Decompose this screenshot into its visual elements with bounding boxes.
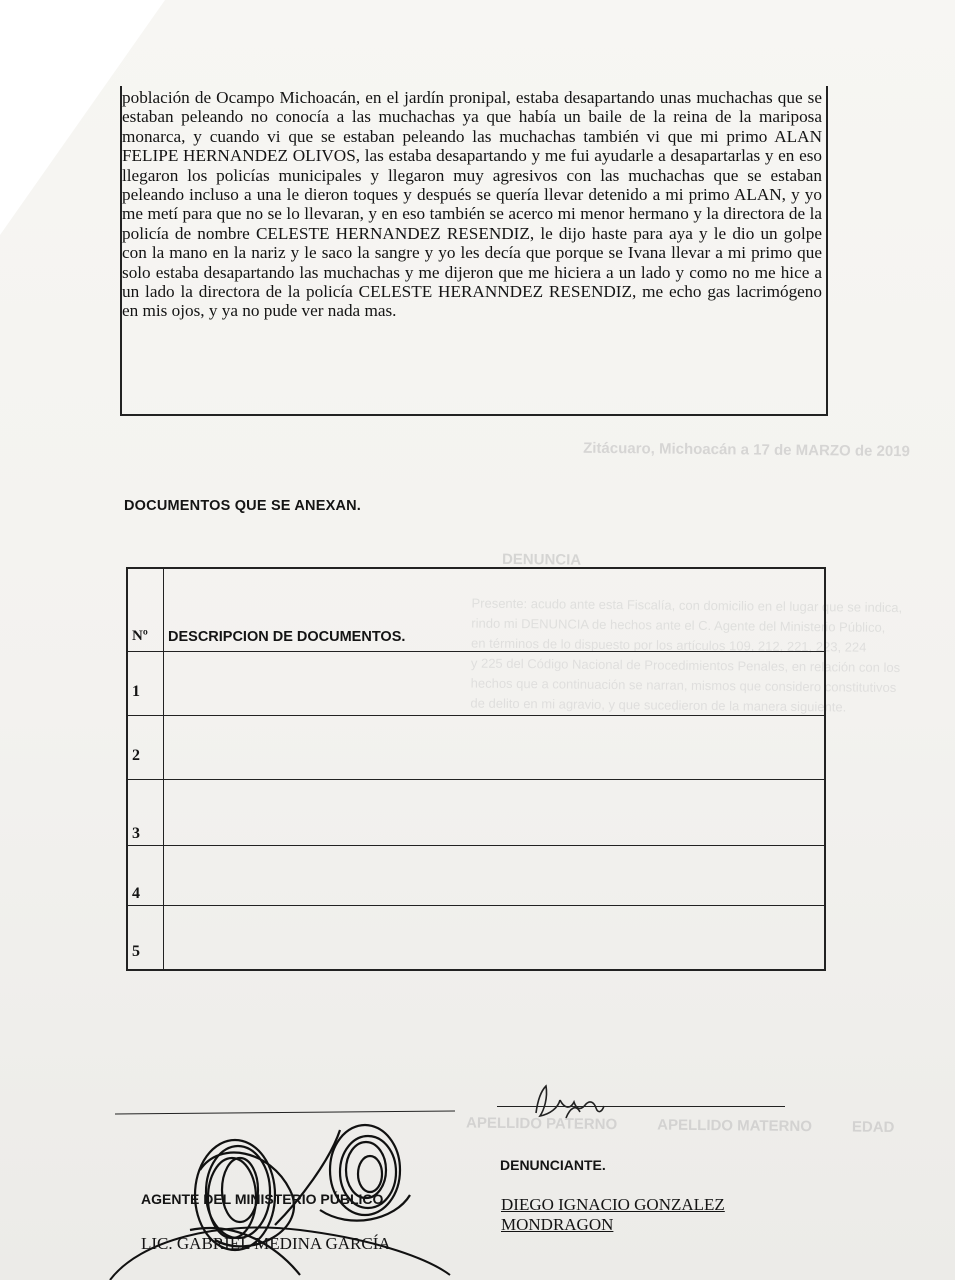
bleed-header: APELLIDO MATERNO [657,1116,812,1136]
row-description [164,906,826,970]
bleed-line: de delito en mi agravio, y que sucedieron de la manera siguiente. [470,695,847,715]
row-description [164,780,826,846]
column-description-header: DESCRIPCION DE DOCUMENTOS. [164,568,826,652]
bleed-line: y 225 del Código Nacional de Procedimientos Penales, en relación con los [470,655,901,676]
row-number: 1 [127,652,164,716]
row-description [164,716,826,780]
annex-title: DOCUMENTOS QUE SE ANEXAN. [124,498,362,514]
bleed-header: APELLIDO PATERNO [465,1114,618,1134]
table-row [127,780,825,846]
column-number-header: Nº [127,568,164,652]
bleed-header: EDAD [851,1118,895,1137]
left-signature-role: AGENTE DEL MINISTERIO PÚBLICO [141,1191,384,1207]
right-signature-scribble-icon [530,1078,610,1128]
left-signature-name: LIC. GABRIEL MEDINA GARCÍA [141,1234,391,1253]
narrative-text: población de Ocampo Michoacán, en el jardín pronipal, estaba desapartando unas muchachas que se estaban peleando no conocía a las muchachas ya que había un baile de la reina de la mariposa monarca, y cuando vi que se estaban peleando las muchachas también vi que mi primo ALAN FELIPE HERNANDEZ OLIVOS, las estaba desapartando y me fui ayudarle a desapartarlas y en eso llegaron los policías municipales y llegaron muy agresivos con las muchachas que se estaban peleando incluso a una le dieron toques y después se quería llevar detenido a mi primo ALAN, y yo me metí para que no se lo llevaran, y en eso también se acerco mi menor hermano y la directora de la policía de nombre CELESTE HERNANDEZ RESENDIZ, le dijo haste para aya y le dio un golpe con la mano en la nariz y le saco la sangre y yo les decía que porque se Ivana llevar a mi primo que solo estaba desapartando las muchachas y me dijeron que me hiciera a un lado y como no me hice a un lado la directora de la policía CELESTE HERANNDEZ RESENDIZ, me echo gas lacrimógeno en mis ojos, y ya no pude ver nada mas. [122,88,822,321]
table-row [127,846,825,906]
row-number: 2 [127,716,164,780]
right-signature-name-line1: DIEGO IGNACIO GONZALEZ [501,1195,725,1214]
bleed-heading: DENUNCIA [501,550,582,569]
table-row [127,716,825,780]
bleed-line: rindo mi DENUNCIA de hechos ante el C. Agente del Ministerio Público, [471,615,886,635]
right-signature-name-line2: MONDRAGON [501,1215,614,1234]
table-header-row [127,568,825,652]
bleed-place-date: Zitácuaro, Michoacán a 17 de MARZO de 2019 [583,439,911,461]
row-number: 3 [127,780,164,846]
bleed-line: hechos que a continuación se narran, mismos que considero constitutivos [470,675,897,695]
bleed-line: en términos de lo dispuesto por los artículos 109, 212, 221, 223, 224 [471,635,867,655]
narrative-box [120,86,828,416]
row-description [164,846,826,906]
documents-table [126,567,826,971]
row-number: 5 [127,906,164,970]
row-number: 4 [127,846,164,906]
right-signature-role: DENUNCIANTE. [500,1157,606,1173]
table-row [127,906,825,970]
table-row [127,652,825,716]
row-description [164,652,826,716]
bleed-line: Presente: acudo ante esta Fiscalía, con domicilio en el lugar que se indica, [471,595,903,616]
